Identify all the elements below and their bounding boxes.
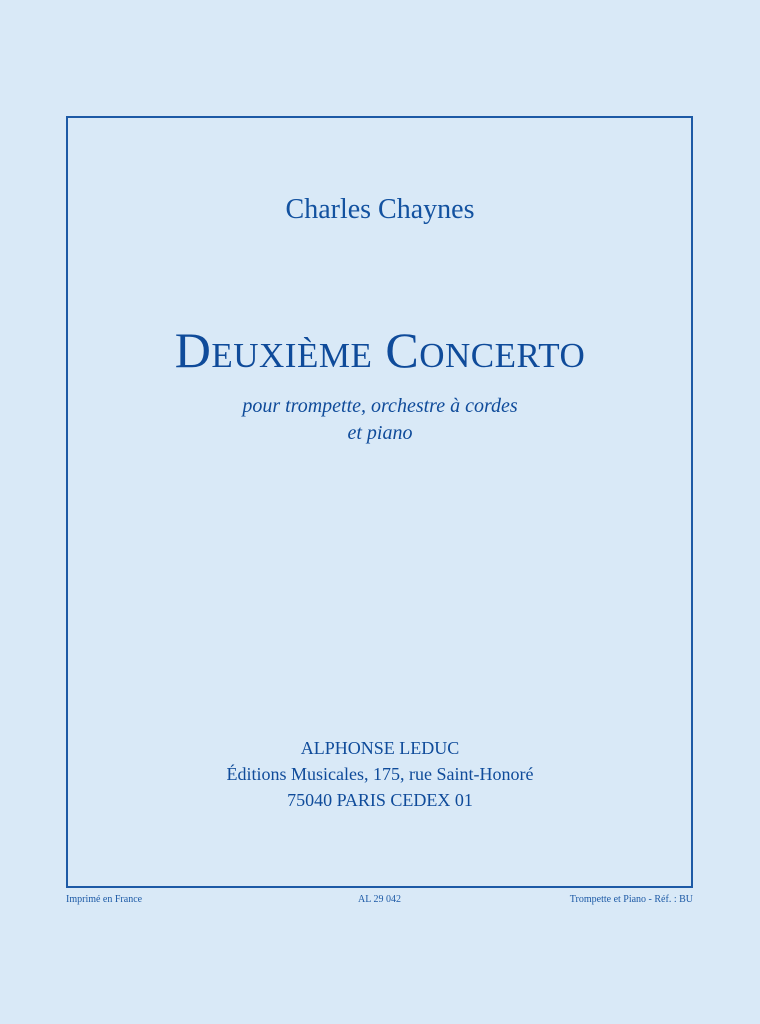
subtitle-line-1: pour trompette, orchestre à cordes [242,395,518,417]
publisher-block [0,735,760,813]
work-subtitle [0,393,760,447]
footer-instrumentation: Trompette et Piano - Réf. : BU [569,894,693,905]
composer-name: Charles Chaynes [285,194,475,225]
publisher-address: Éditions Musicales, 175, rue Saint-Honoré [226,764,534,784]
subtitle-line-2: et piano [347,422,413,444]
publisher-city: 75040 PARIS CEDEX 01 [287,790,473,810]
publisher-name: ALPHONSE LEDUC [300,738,460,758]
footer-printed-in: Imprimé en France [66,894,143,905]
footer-catalog-number: AL 29 042 [358,894,401,905]
work-title: Deuxième Concerto [174,322,586,378]
